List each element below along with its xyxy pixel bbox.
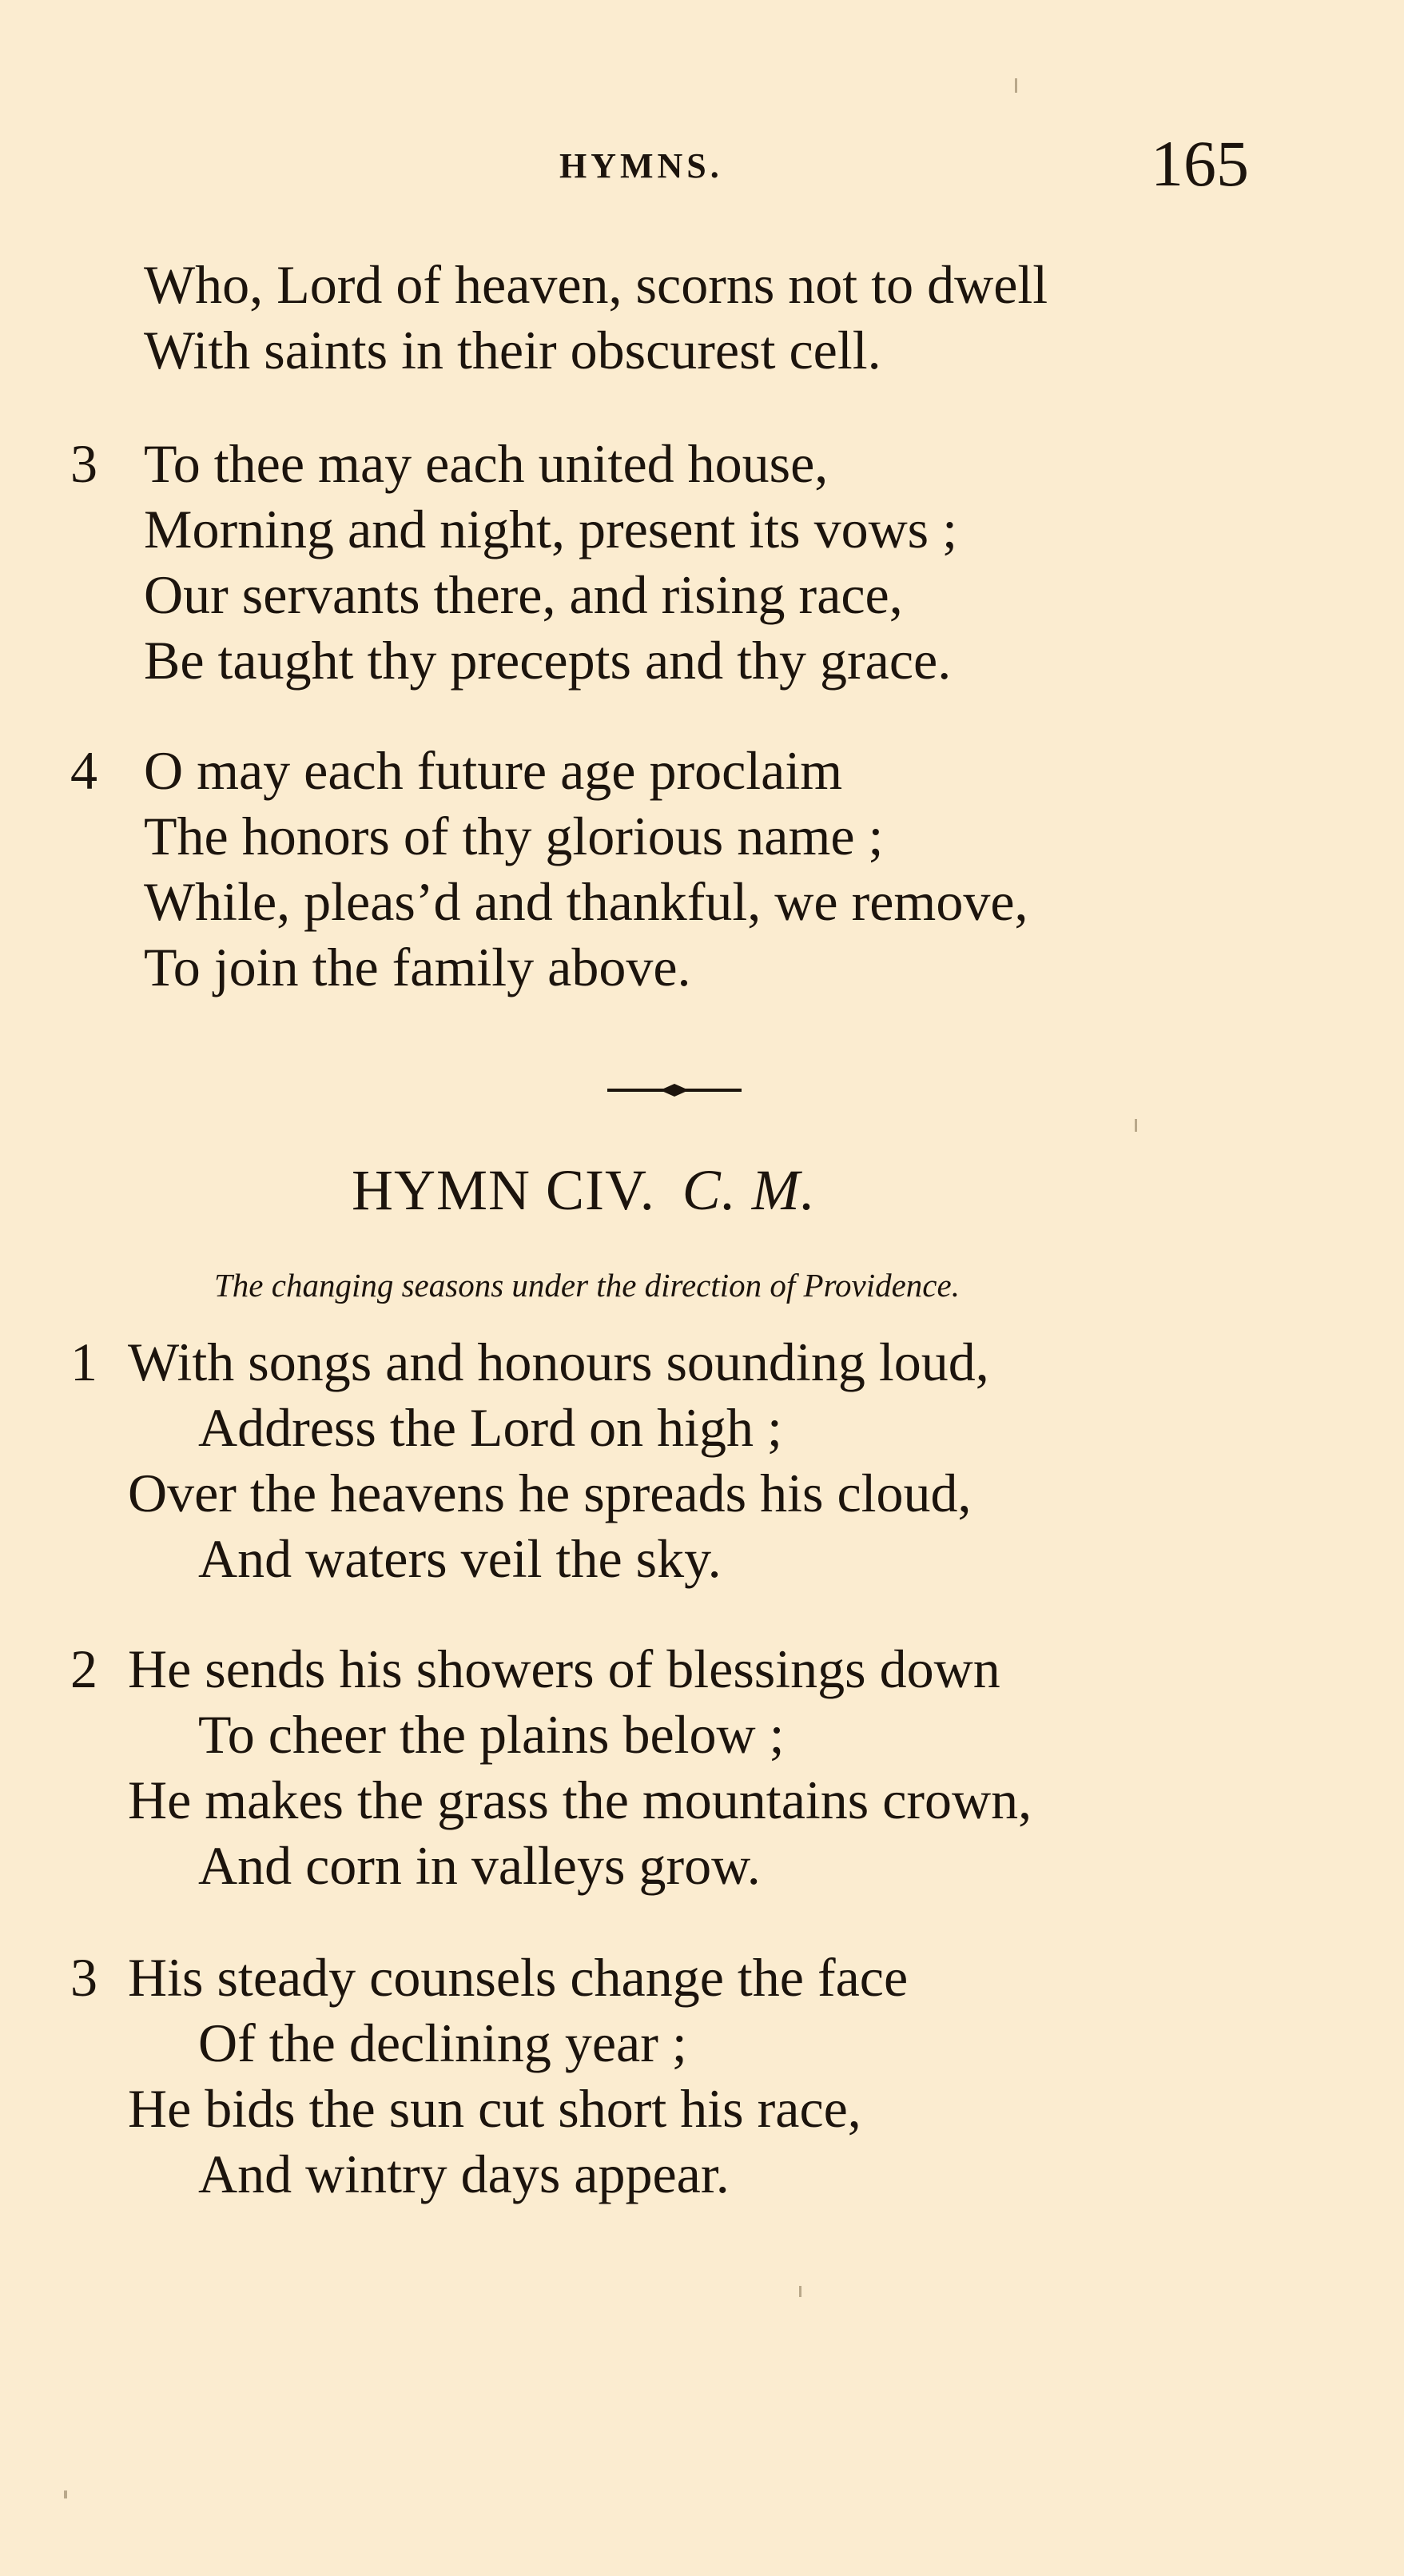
hymn-title [352,1157,816,1224]
verse-line: Of the declining year ; [198,2013,687,2073]
verse-line: To join the family above. [144,937,691,997]
verse-number: 2 [70,1638,97,1699]
running-header: HYMNS. [559,146,723,185]
verse-line: Our servants there, and rising race, [144,564,903,625]
verse-number: 3 [70,1947,97,2008]
verse-line: With saints in their obscurest cell. [144,320,881,380]
verse-line: Morning and night, present its vows ; [144,499,958,559]
verse-line: He makes the grass the mountains crown, [128,1770,1032,1830]
verse-line: He bids the sun cut short his race, [128,2078,861,2139]
verse-line: The honors of thy glorious name ; [144,806,884,866]
hymn-number: HYMN CIV. [352,1158,655,1222]
paper-speck [1015,78,1017,93]
verse-line: Address the Lord on high ; [198,1397,782,1458]
verse-number: 4 [70,740,97,801]
verse-line: While, pleas’d and thankful, we remove, [144,871,1028,932]
ornament-divider-icon [607,1081,742,1100]
verse-number: 1 [70,1332,97,1392]
verse-line: His steady counsels change the face [128,1947,909,2008]
verse-line: He sends his showers of blessings down [128,1638,1000,1699]
verse-line: Over the heavens he spreads his cloud, [128,1463,972,1523]
verse-number: 3 [70,433,97,494]
paper-speck [64,2490,67,2498]
verse-line: Be taught thy precepts and thy grace. [144,630,952,691]
verse-line: With songs and honours sounding loud, [128,1332,989,1392]
hymn-metre: C. M. [682,1158,816,1222]
verse-line: Who, Lord of heaven, scorns not to dwell [144,254,1048,315]
hymn-subtitle: The changing seasons under the direction of Providence. [214,1267,960,1304]
verse-line: To thee may each united house, [144,433,829,494]
paper-speck [1135,1119,1137,1132]
verse-line: And wintry days appear. [198,2144,730,2204]
verse-line: To cheer the plains below ; [198,1704,785,1765]
paper-speck [799,2286,801,2297]
page-number: 165 [1151,127,1249,200]
verse-line: O may each future age proclaim [144,740,843,801]
verse-line: And waters veil the sky. [198,1528,722,1589]
verse-line: And corn in valleys grow. [198,1835,761,1896]
